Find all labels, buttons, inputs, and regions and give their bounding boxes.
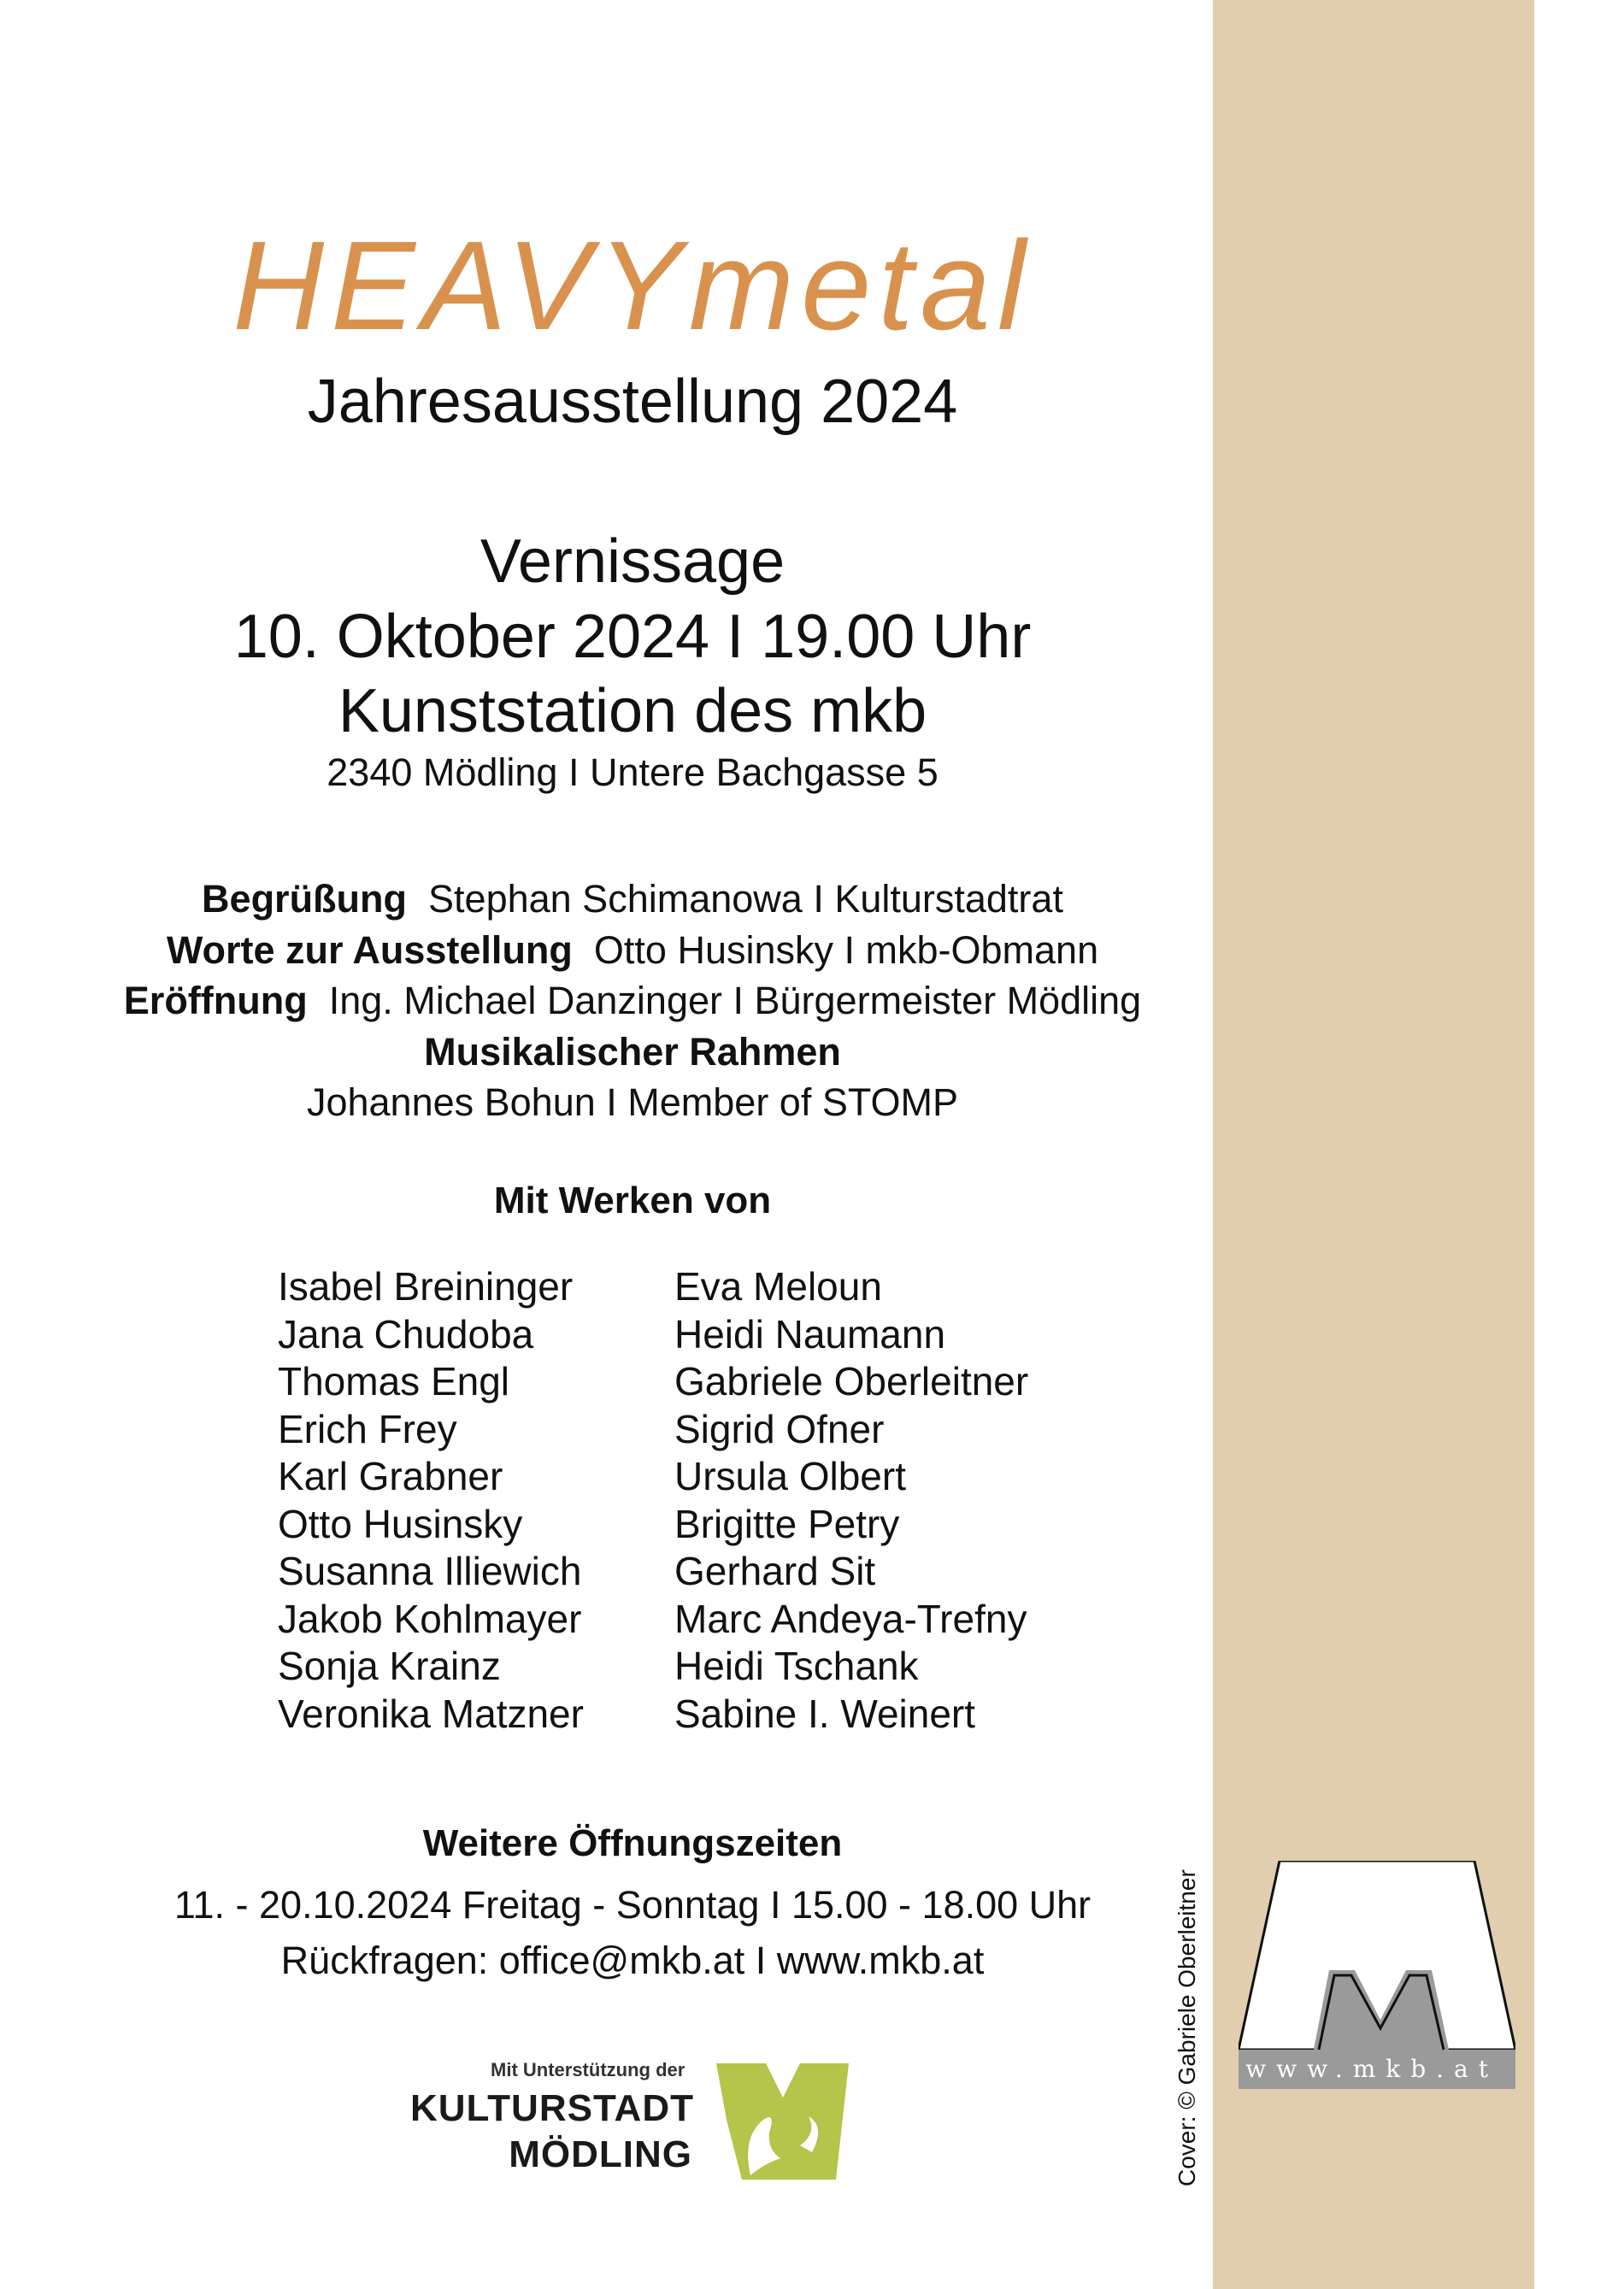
moedling-m-logo-icon: [716, 2060, 849, 2180]
cover-credit: Cover: © Gabriele Oberleitner: [1174, 1869, 1200, 2186]
works-heading: Mit Werken von: [493, 1180, 772, 1221]
artist-name: Sabine I. Weinert: [674, 1691, 976, 1736]
artists-left-column: [278, 1263, 584, 1738]
support-label: Mit Unterstützung der: [491, 2059, 685, 2080]
exhibition-subtitle: Jahresausstellung 2024: [307, 368, 958, 436]
artist-name: Jana Chudoba: [278, 1311, 534, 1356]
program-row-opening: [0, 976, 1265, 1026]
artist-name: Sonja Krainz: [278, 1644, 501, 1688]
artist-name: Brigitte Petry: [674, 1501, 900, 1546]
artist-name: Ursula Olbert: [674, 1454, 906, 1498]
program-label: Begrüßung: [202, 877, 408, 921]
artist-name: Gabriele Oberleitner: [674, 1359, 1029, 1403]
opening-hours-times: 11. - 20.10.2024 Freitag - Sonntag I 15.00 - 18.00 Uhr: [174, 1883, 1091, 1927]
program-row-greeting: [0, 874, 1265, 924]
vernissage-label: Vernissage: [480, 527, 786, 596]
program-row-words: [0, 926, 1265, 975]
program-row-music: [0, 1078, 1265, 1127]
artist-name: Karl Grabner: [278, 1454, 503, 1498]
artists-right-column: [674, 1263, 1028, 1738]
artist-name: Jakob Kohlmayer: [278, 1596, 582, 1641]
artist-name: Heidi Tschank: [674, 1644, 919, 1688]
artist-name: Otto Husinsky: [278, 1501, 523, 1546]
exhibition-title: HEAVYmetal: [232, 215, 1033, 356]
artist-name: Gerhard Sit: [674, 1549, 876, 1593]
artist-name: Susanna Illiewich: [278, 1549, 582, 1593]
artist-name: Isabel Breininger: [278, 1264, 574, 1309]
artist-name: Marc Andeya-Trefny: [674, 1596, 1027, 1641]
kulturstadt-line: KULTURSTADT: [410, 2087, 694, 2129]
moedling-line: MÖDLING: [509, 2133, 692, 2175]
artist-name: Eva Meloun: [674, 1264, 882, 1309]
artist-name: Thomas Engl: [278, 1359, 510, 1403]
program-text: Otto Husinsky I mkb-Obmann: [593, 928, 1099, 972]
artist-name: Veronika Matzner: [278, 1691, 584, 1736]
kulturstadt-moedling-name: [410, 2086, 692, 2178]
program-label: Eröffnung: [123, 979, 308, 1022]
program-text: Stephan Schimanowa I Kulturstadtrat: [428, 877, 1063, 921]
artist-name: Heidi Naumann: [674, 1311, 946, 1356]
program-label: Musikalischer Rahmen: [424, 1030, 841, 1074]
program-row-music-heading: [0, 1027, 1265, 1077]
mkb-logo-url: www.mkb.at: [1245, 2055, 1498, 2083]
artist-name: Sigrid Ofner: [674, 1406, 885, 1451]
vernissage-address: 2340 Mödling I Untere Bachgasse 5: [327, 750, 939, 794]
contact-info: Rückfragen: office@mkb.at I www.mkb.at: [280, 1939, 985, 1982]
artist-name: Erich Frey: [278, 1406, 457, 1451]
opening-hours-heading: Weitere Öffnungszeiten: [422, 1822, 843, 1864]
program-label: Worte zur Ausstellung: [166, 928, 573, 972]
program-text: Johannes Bohun I Member of STOMP: [306, 1080, 959, 1124]
vernissage-datetime: 10. Oktober 2024 I 19.00 Uhr: [233, 603, 1032, 671]
program-text: Ing. Michael Danzinger I Bürgermeister Mödling: [328, 979, 1142, 1022]
vernissage-venue: Kunststation des mkb: [338, 677, 927, 745]
